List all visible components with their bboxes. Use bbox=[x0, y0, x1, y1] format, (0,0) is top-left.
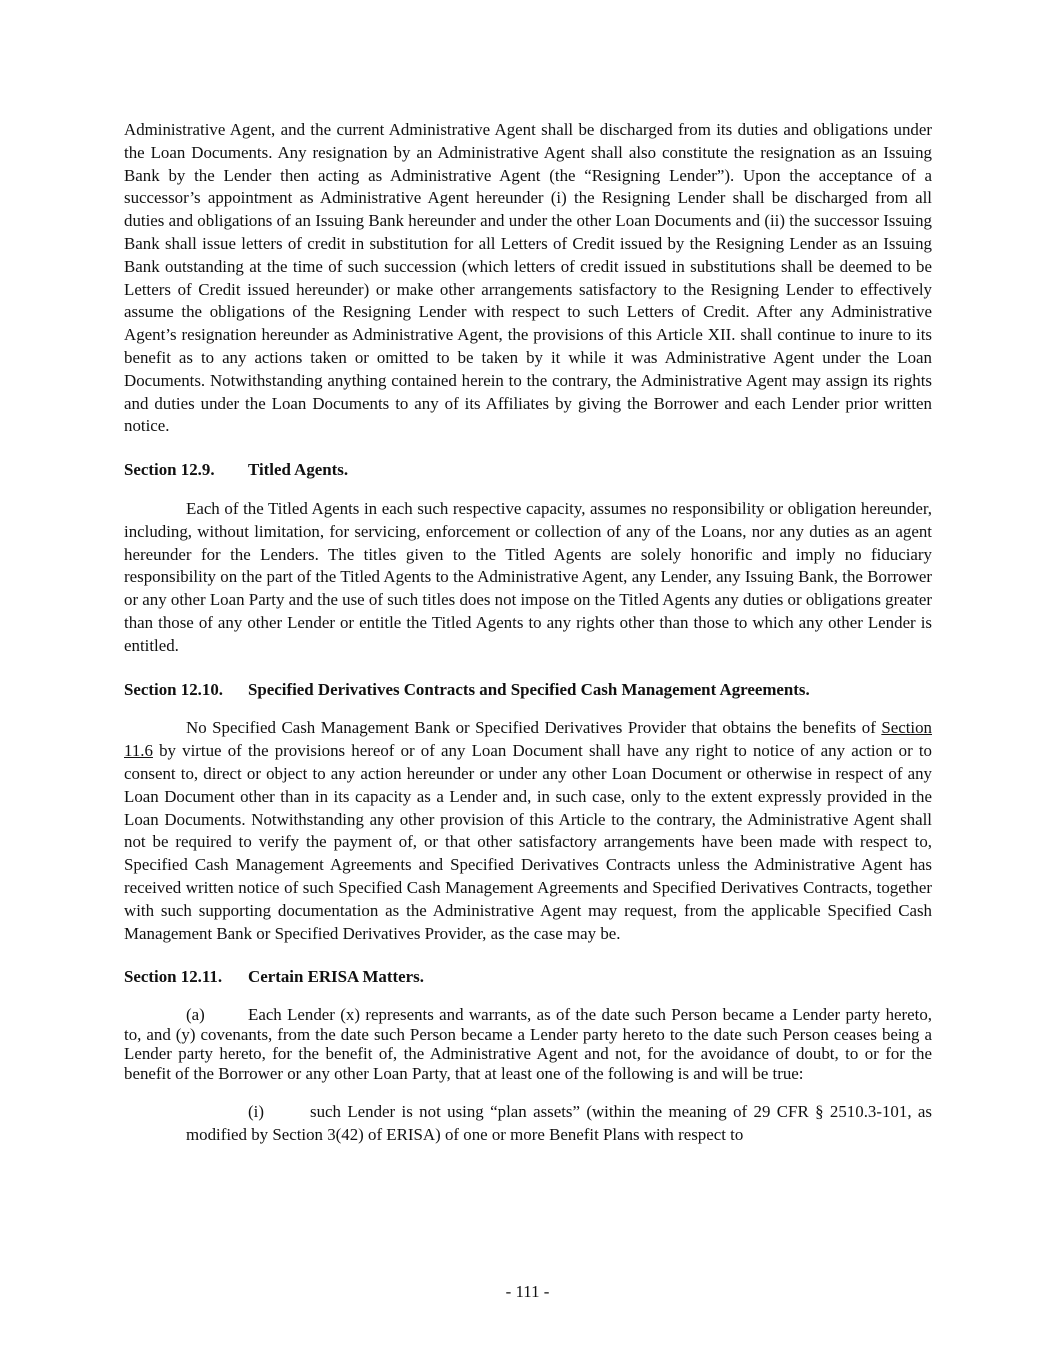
section-number: Section 12.10. bbox=[124, 679, 223, 699]
item-label-a: (a) bbox=[186, 1005, 205, 1025]
document-page bbox=[124, 119, 932, 1146]
paragraph-item-a bbox=[124, 1005, 932, 1083]
section-reference-link[interactable]: Section 11.6 bbox=[124, 718, 932, 761]
paragraph-item-i bbox=[186, 1101, 932, 1146]
section-heading-12-11 bbox=[124, 966, 932, 989]
section-heading-12-10 bbox=[124, 679, 932, 702]
item-text-i: such Lender is not using “plan assets” (within the meaning of 29 CFR § 2510.3-101, as modified by Section 3(42) of ERISA) of one or more Benefit Plans with respect to bbox=[186, 1102, 932, 1144]
section-number: Section 12.11. bbox=[124, 967, 223, 987]
item-text-a: Each Lender (x) represents and warrants, as of the date such Person became a Lender party hereto, to, and (y) covenants, from the date such Person became a Lender party hereto to the date such Person ceases being a Lender party hereto, for the benefit of, the Administrative Agent and not, for the avoidance of doubt, to or for the benefit of the Borrower or any other Loan Party, that at least one of the following is and will be true: bbox=[124, 1005, 932, 1083]
section-number: Section 12.9. bbox=[124, 460, 215, 480]
paragraph-resignation: Administrative Agent, and the current Administrative Agent shall be discharged from its duties and obligations under the Loan Documents. Any resignation by an Administrative Agent shall also constitute the resignation as an Issuing Bank by the Lender then acting as Administrative Agent (the “Resigning Lender”). Upon the acceptance of a successor’s appointment as Administrative Agent hereunder (i) the Resigning Lender shall be discharged from all duties and obligations of an Issuing Bank hereunder and under the other Loan Documents and (ii) the successor Issuing Bank shall issue letters of credit in substitution for all Letters of Credit issued by the Resigning Lender as an Issuing Bank outstanding at the time of such succession (which letters of credit issued in substitutions shall be deemed to be Letters of Credit issued hereunder) or make other arrangements satisfactory to the Resigning Lender to effectively assume the obligations of the Resigning Lender with respect to such Letters of Credit. After any Administrative Agent’s resignation hereunder as Administrative Agent, the provisions of this Article XII. shall continue to inure to its benefit as to any actions taken or omitted to be taken by it while it was Administrative Agent under the Loan Documents. Notwithstanding anything contained herein to the contrary, the Administrative Agent may assign its rights and duties under the Loan Documents to any of its Affiliates by giving the Borrower and each Lender prior written notice. bbox=[124, 120, 932, 436]
paragraph-text-start: No Specified Cash Management Bank or Specified Derivatives Provider that obtains the benefits of bbox=[186, 718, 882, 738]
item-label-i: (i) bbox=[248, 1102, 264, 1122]
section-title: Specified Derivatives Contracts and Specified Cash Management Agreements. bbox=[248, 679, 810, 699]
paragraph-titled-agents: Each of the Titled Agents in each such respective capacity, assumes no responsibility or obligation hereunder, including, without limitation, for servicing, enforcement or collection of any of the Loans, nor any duties as an agent hereunder for the Lenders. The titles given to the Titled Agents are solely honorific and imply no fiduciary responsibility on the part of the Titled Agents to the Administrative Agent, any Lender, any Issuing Bank, the Borrower or any other Loan Party and the use of such titles does not impose on the Titled Agents any duties or obligations greater than those of any other Lender or entitle the Titled Agents to any rights other than those to which any other Lender is entitled. bbox=[124, 498, 932, 655]
paragraph-specified-derivatives bbox=[124, 717, 932, 945]
paragraph-text-rest: by virtue of the provisions hereof or of any Loan Document shall have any right to notice of any action or to consent to, direct or object to any action hereunder or under any other Loan Document or otherwise in respect of any Loan Document other than in its capacity as a Lender and, in such case, only to the extent expressly provided in the Loan Documents. Notwithstanding any other provision of this Article to the contrary, the Administrative Agent shall not be required to verify the payment of, or that other satisfactory arrangements have been made with respect to, Specified Cash Management Agreements and Specified Derivatives Contracts unless the Administrative Agent has received written notice of such Specified Cash Management Agreements and Specified Derivatives Contracts, together with such supporting documentation as the Administrative Agent may request, from the applicable Specified Cash Management Bank or Specified Derivatives Provider, as the case may be. bbox=[124, 741, 932, 943]
section-title: Certain ERISA Matters. bbox=[248, 967, 424, 987]
section-title: Titled Agents. bbox=[248, 460, 349, 480]
section-heading-12-9 bbox=[124, 459, 932, 482]
page-number: - 111 - bbox=[505, 1282, 550, 1301]
